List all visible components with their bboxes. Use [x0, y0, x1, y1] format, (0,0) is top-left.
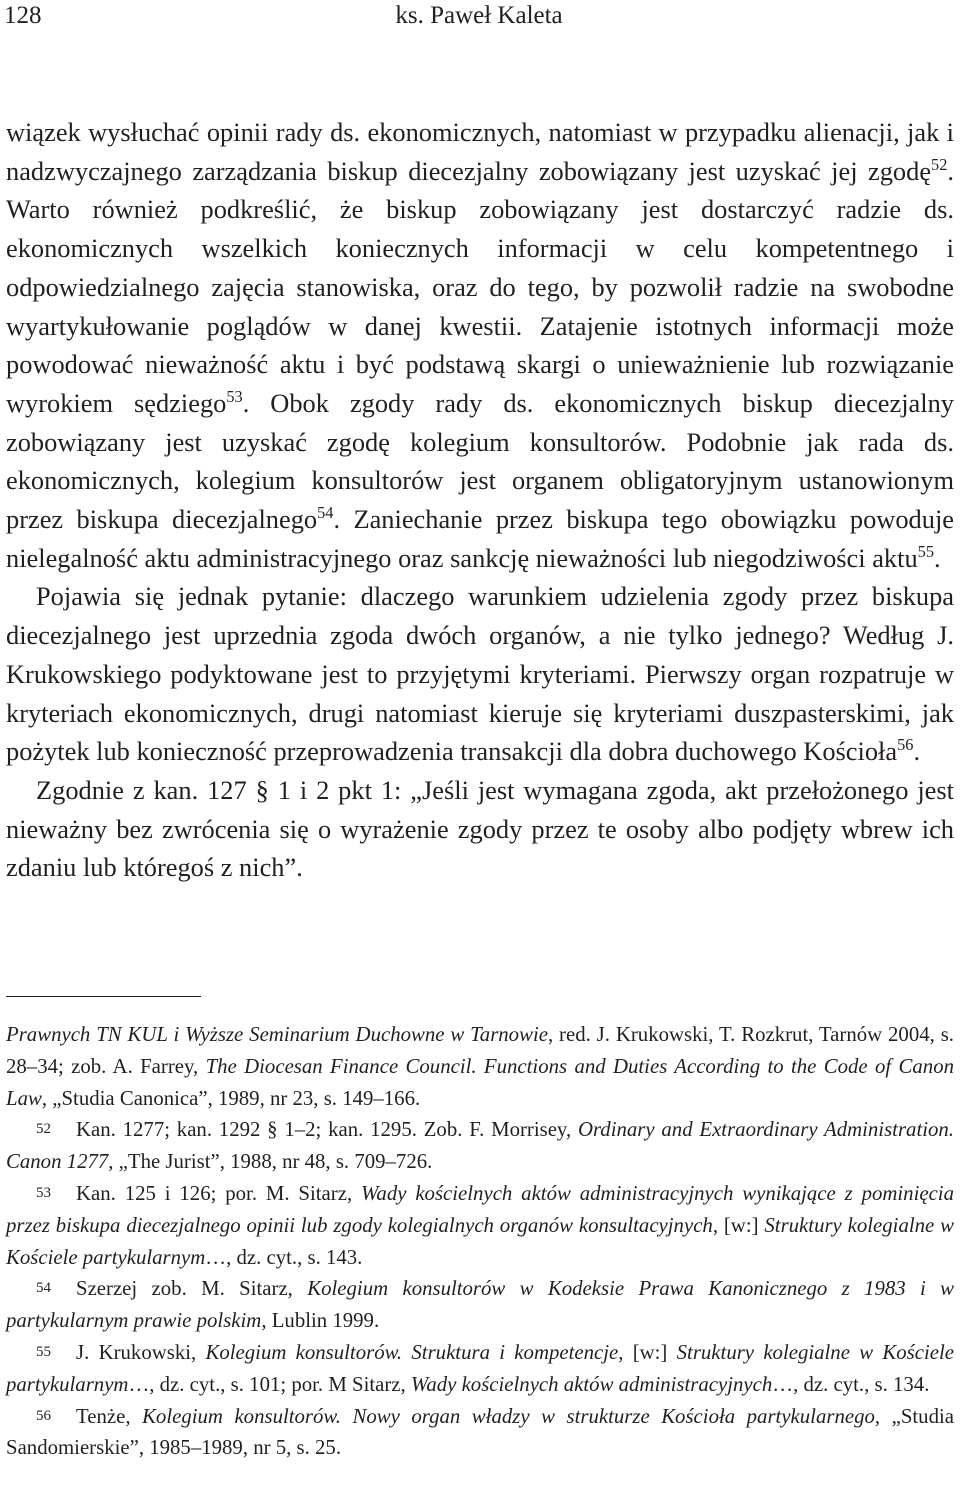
footnote-ref: 54: [317, 502, 334, 522]
text-run: , „Studia Canonica”, 1989, nr 23, s. 149–166.: [41, 1086, 421, 1110]
footnote-55: [6, 1337, 954, 1401]
footnote-number: 56: [36, 1407, 51, 1424]
footnote-number: 55: [36, 1343, 51, 1360]
text-run: Kan. 125 i 126; por. M. Sitarz,: [76, 1181, 362, 1205]
text-run: . Obok zgody rady ds. ekonomicznych biskup diecezjalny zobowiązany jest uzyskać zgodę kolegium konsultorów. Podobnie jak rada ds. ekonomicznych, kolegium konsultorów jest organem obligatoryjnym ustanowionym przez biskupa diecezjalnego: [6, 387, 954, 535]
text-run: wiązek wysłuchać opinii rady ds. ekonomicznych, natomiast w przypadku alienacji, jak i nadzwyczajnego zarządzania biskup diecezjalny zobowiązany jest uzyskać jej zgodę: [6, 117, 954, 186]
footnote-continuation: [6, 1019, 954, 1114]
footnotes: [6, 1019, 954, 1464]
text-run: , red. J. Krukowski, T. Rozkrut, Tarnów 2004, s. 28–34; zob. A. Farrey,: [6, 1023, 954, 1078]
text-run: Szerzej zob. M. Sitarz,: [76, 1277, 308, 1301]
footnote-53: [6, 1178, 954, 1273]
italic-run: Kolegium konsultorów. Struktura i kompetencje: [205, 1340, 619, 1364]
main-text: [6, 113, 954, 887]
text-run: , „Studia Sandomierskie”, 1985–1989, nr 5, s. 25.: [6, 1404, 954, 1460]
italic-run: Struktury kolegialne w Kościele partykularnym: [6, 1213, 954, 1269]
running-head: ks. Paweł Kaleta: [395, 2, 563, 29]
footnote-number: 53: [36, 1184, 51, 1201]
paragraph: [6, 113, 954, 577]
italic-run: The Diocesan Finance Council. Functions and Duties According to the Code of Canon Law: [6, 1054, 954, 1110]
text-run: Pojawia się jednak pytanie: dlaczego warunkiem udzielenia zgody przez biskupa diecezjalnego jest uprzednia zgoda dwóch organów, a nie tylko jednego? Według J. Krukowskiego podyktowane jest to przyjętymi kryteriami. Pierwszy organ rozpatruje w kryteriach ekonomicznych, drugi natomiast kieruje się kryteriami duszpasterskimi, jak pożytek lub konieczność przeprowadzenia transakcji dla dobra duchowego Kościoła: [6, 581, 954, 767]
footnote-ref: 52: [931, 154, 948, 174]
footnote-54: [6, 1273, 954, 1337]
text-run: .: [934, 542, 941, 573]
text-run: , Lublin 1999.: [261, 1309, 380, 1333]
footnote-ref: 56: [897, 735, 914, 755]
italic-run: Wady kościelnych aktów administracyjnych: [410, 1372, 773, 1396]
footnote-ref: 55: [917, 541, 934, 561]
italic-run: Kolegium konsultorów. Nowy organ władzy w strukturze Kościoła partykularnego: [142, 1404, 875, 1428]
footnote-ref: 53: [226, 386, 243, 406]
footnote-divider: [6, 996, 201, 997]
paragraph: [6, 577, 954, 771]
italic-run: Kolegium konsultorów w Kodeksie Prawa Kanonicznego z 1983 i w partykularnym prawie polskim: [6, 1277, 954, 1333]
text-run: , [w:]: [618, 1340, 677, 1364]
text-run: …, dz. cyt., s. 134.: [772, 1372, 930, 1396]
text-run: , „The Jurist”, 1988, nr 48, s. 709–726.: [108, 1150, 433, 1174]
italic-run: Prawnych TN KUL i Wyższe Seminarium Duchowne w Tarnowie: [6, 1023, 548, 1046]
text-run: . Warto również podkreślić, że biskup zobowiązany jest dostarczyć radzie ds. ekonomicznych wszelkich koniecznych informacji w celu kompetentnego i odpowiedzialnego zajęcia stanowiska, oraz do tego, by pozwolił radzie na swobodne wyartykułowanie poglądów w danej kwestii. Zatajenie istotnych informacji może powodować nieważność aktu i być podstawą skargi o unieważnienie lub rozwiązanie wyrokiem sędziego: [6, 155, 954, 418]
footnote-number: 52: [36, 1121, 51, 1138]
italic-run: Wady kościelnych aktów administracyjnych wynikające z pominięcia przez biskupa diecezjalnego opinii lub zgody kolegialnych organów konsultacyjnych: [6, 1181, 954, 1237]
text-run: …, dz. cyt., s. 143.: [205, 1245, 363, 1269]
text-run: .: [913, 736, 921, 767]
italic-run: Ordinary and Extraordinary Administration. Canon 1277: [6, 1118, 954, 1174]
footnote-number: 54: [36, 1280, 51, 1297]
text-run: Tenże,: [76, 1404, 143, 1428]
page-header: [4, 0, 954, 34]
text-run: , [w:]: [712, 1213, 765, 1237]
footnote-52: [6, 1114, 954, 1178]
footnote-56: [6, 1401, 954, 1465]
page-number: 128: [4, 2, 42, 29]
text-run: . Zaniechanie przez biskupa tego obowiązku powoduje nielegalność aktu administracyjnego oraz sankcję nieważności lub niegodziwości aktu: [6, 504, 954, 573]
text-run: J. Krukowski,: [76, 1340, 206, 1364]
text-run: …, dz. cyt., s. 101; por. M Sitarz,: [128, 1372, 411, 1396]
paragraph: Zgodnie z kan. 127 § 1 i 2 pkt 1: „Jeśli jest wymagana zgoda, akt przełożonego jest nieważny bez zwrócenia się o wyrażenie zgody przez te osoby albo podjęty wbrew ich zdaniu lub któregoś z nich”.: [6, 774, 954, 883]
text-run: Kan. 1277; kan. 1292 § 1–2; kan. 1295. Zob. F. Morrisey,: [76, 1118, 578, 1142]
italic-run: Struktury kolegialne w Kościele partykularnym: [6, 1340, 954, 1396]
